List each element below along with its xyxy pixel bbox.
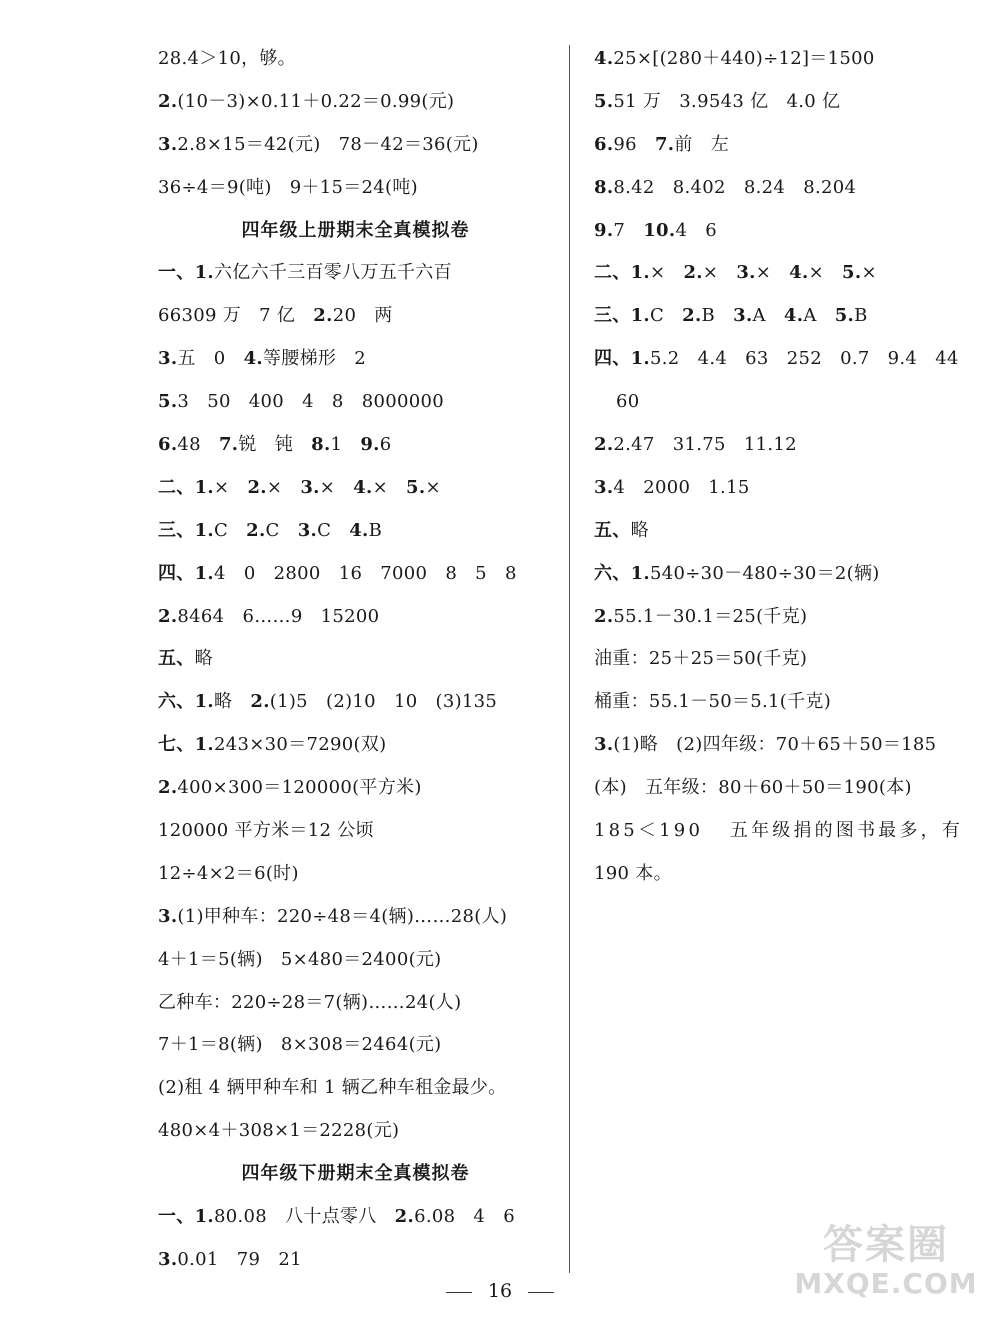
answer-line [158,553,553,596]
answer-line [594,252,989,295]
answer-line [158,510,553,553]
answer-text: 55.1－30.1＝25(千克) [613,605,808,627]
section-heading: 四年级下册期末全真模拟卷 [241,1163,470,1185]
answer-line [158,1024,553,1067]
answer-text: × [755,262,790,284]
question-number: 2. [250,691,270,713]
answer-text: (1)5 (2)10 10 (3)135 [269,691,498,713]
answer-text: A [752,305,784,327]
answer-text: 乙种车：220÷28＝7(辆)……24(人) [158,991,462,1013]
answer-line [158,982,553,1025]
answer-line [158,1110,553,1153]
question-number: 七、1. [158,734,214,756]
question-number: 10. [643,219,676,241]
question-number: 4. [789,262,809,284]
footer-dash-right [528,1292,554,1293]
answer-line [594,596,989,639]
question-number: 9. [360,434,380,456]
answer-line [594,767,989,810]
answer-text: 等腰梯形 2 [263,348,367,370]
watermark-top-text: 答案圈 [823,1222,949,1268]
question-number: 9. [594,219,614,241]
answer-text: 80.08 八十点零八 [214,1206,395,1228]
answer-text: 400×300＝120000(平方米) [177,777,422,799]
question-number: 2. [594,605,614,627]
question-number: 5. [842,262,862,284]
question-number: 3. [736,262,756,284]
answer-text: 4 0 2800 16 7000 8 5 8 [214,562,517,584]
question-number: 2. [683,262,703,284]
answer-line [594,638,989,681]
answer-text: 略 [630,519,649,541]
answer-text: B [368,519,383,541]
answer-text: 5.2 4.4 63 252 0.7 9.4 44 [650,348,959,370]
answer-text: × [266,476,301,498]
answer-text: (1)甲种车：220÷48＝4(辆)……28(人) [177,905,508,927]
question-number: 8. [311,434,331,456]
question-number: 5. [158,391,178,413]
answer-text: 28.4＞10，够。 [158,48,296,69]
answer-line [594,381,989,424]
answer-line [158,939,553,982]
answer-line [158,381,553,424]
answer-text: × [861,262,877,284]
question-number: 二、1. [594,262,650,284]
answer-text: 6 [379,434,392,456]
answer-text: 48 [177,434,219,456]
question-number: 2. [158,90,178,112]
answer-line [594,338,989,381]
answer-line [158,38,553,81]
answer-line [158,596,553,639]
answer-line [158,896,553,939]
answer-text: 96 [613,133,655,155]
answer-text: 六亿六千三百零八万五千六百 [214,262,452,284]
question-number: 4. [353,476,373,498]
question-number: 4. [783,305,804,327]
answer-text: 60 [616,391,640,413]
answer-line [158,338,553,381]
question-number: 5. [594,90,614,112]
answer-text: × [808,262,843,284]
question-number: 6. [158,434,178,456]
answer-text: 2.47 31.75 11.12 [613,434,797,456]
answer-text: 2.8×15＝42(元) 78－42＝36(元) [177,133,479,155]
answer-line [594,553,989,596]
answer-text: 3 50 400 4 8 8000000 [177,391,445,413]
question-number: 一、1. [158,262,214,284]
right-column [594,38,989,896]
footer-dash-left [446,1292,472,1293]
answer-text: 51 万 3.9543 亿 4.0 亿 [613,90,841,112]
answer-text: 6.08 4 6 [414,1206,515,1228]
answer-text: (本) 五年级：80＋60＋50＝190(本) [594,777,912,799]
question-number: 3. [297,519,318,541]
answer-text: 7 [613,219,644,241]
question-number: 5. [406,476,426,498]
question-number: 3. [158,905,178,927]
question-number: 3. [733,305,753,327]
question-number: 二、1. [158,476,214,498]
answer-text: 243×30＝7290(双) [214,734,387,756]
answer-text: × [702,262,737,284]
answer-text: × [372,476,407,498]
question-number: 6. [594,133,614,155]
answer-text: 25×[(280＋440)÷12]＝1500 [613,48,875,69]
answer-text: 五 0 [177,348,244,370]
question-number: 一、1. [158,1206,214,1228]
answer-text: 8.42 8.402 8.24 8.204 [613,176,857,198]
answer-text: 480×4＋308×1＝2228(元) [158,1120,400,1142]
question-number: 4. [594,48,614,69]
answer-line [594,724,989,767]
answer-line [158,124,553,167]
question-number: 3. [594,734,614,756]
answer-line [158,1196,553,1239]
question-number: 5. [834,305,855,327]
page-number: 16 [487,1280,513,1302]
question-number: 2. [394,1206,415,1228]
answer-line [158,252,553,295]
question-number: 六、1. [158,691,214,713]
question-number: 3. [158,133,178,155]
answer-text: B [701,305,734,327]
answer-text: C [650,305,683,327]
question-number: 2. [594,434,614,456]
answer-text: 7＋1＝8(辆) 8×308＝2464(元) [158,1034,442,1056]
question-number: 2. [682,305,702,327]
answer-line [158,724,553,767]
answer-text: 锐 钝 [238,434,312,456]
question-number: 3. [158,348,178,370]
answer-text: 前 左 [674,133,730,155]
question-number: 五、 [594,519,631,541]
answer-text: 20 两 [332,305,393,327]
answer-line [158,638,553,681]
answer-line [594,38,989,81]
question-number: 7. [654,133,675,155]
answer-line [594,124,989,167]
answer-line [158,424,553,467]
question-number: 3. [300,476,320,498]
answer-text: × [214,476,248,498]
question-number: 8. [594,176,614,198]
answer-line [594,81,989,124]
answer-line [594,681,989,724]
answer-line [594,853,989,896]
answer-text: A [803,305,835,327]
question-number: 2. [158,605,178,627]
question-number: 2. [313,305,333,327]
answer-line [594,467,989,510]
answer-line [594,295,989,338]
answer-text: × [319,476,354,498]
section-heading: 四年级上册期末全真模拟卷 [241,219,470,241]
page-footer [0,1276,1000,1306]
answer-text: 36÷4＝9(吨) 9＋15＝24(吨) [158,176,419,198]
answer-text: (10－3)×0.11＋0.22＝0.99(元) [177,90,455,112]
question-number: 四、1. [594,348,650,370]
answer-text: C [214,519,247,541]
answer-text: 1 [330,434,361,456]
question-number: 三、1. [158,519,214,541]
question-number: 7. [218,434,239,456]
answer-line [158,853,553,896]
answer-text: 略 [194,648,213,670]
question-number: 2. [158,777,178,799]
answer-line [594,510,989,553]
answer-text: × [425,476,441,498]
answer-line [158,810,553,853]
answer-line [158,167,553,210]
answer-line [158,1067,553,1110]
answer-text: 4 2000 1.15 [613,476,750,498]
left-column [158,38,553,1282]
answer-text: B [854,305,868,327]
answer-text: 8464 6……9 15200 [177,605,380,627]
answer-line [594,210,989,253]
question-number: 2. [247,476,267,498]
answer-text: 0.01 79 21 [177,1248,302,1270]
answer-line [158,467,553,510]
column-divider [569,45,570,1273]
answer-text: 略 [214,691,251,713]
question-number: 2. [246,519,266,541]
watermark-bottom-text: MXQE.COM [794,1267,978,1300]
question-number: 三、1. [594,305,650,327]
answer-text: 190 本。 [594,862,672,884]
answer-text: 66309 万 7 亿 [158,305,314,327]
answer-text: C [317,519,350,541]
answer-text: 桶重：55.1－50＝5.1(千克) [594,691,832,713]
question-number: 3. [158,1248,178,1270]
question-number: 3. [594,476,614,498]
answer-text: 120000 平方米＝12 公顷 [158,820,374,842]
question-number: 五、 [158,648,195,670]
answer-line [158,81,553,124]
answer-text: 185＜190 五年级捐的图书最多，有 [594,820,964,842]
question-number: 4. [243,348,263,370]
answer-text: 12÷4×2＝6(时) [158,862,299,884]
question-number: 4. [349,519,369,541]
answer-text: × [650,262,684,284]
answer-text: 4 6 [675,219,718,241]
answer-text: 油重：25＋25＝50(千克) [594,648,808,670]
answer-text: C [265,519,298,541]
answer-text: 4＋1＝5(辆) 5×480＝2400(元) [158,948,442,970]
answer-line [158,295,553,338]
question-number: 六、1. [594,562,650,584]
answer-text: (1)略 (2)四年级：70＋65＋50＝185 [613,734,937,756]
answer-line [158,681,553,724]
answer-text: (2)租 4 辆甲种车和 1 辆乙种车租金最少。 [158,1077,507,1099]
answer-line [594,810,989,853]
answer-line [594,167,989,210]
answer-line [594,424,989,467]
answer-line [158,767,553,810]
question-number: 四、1. [158,562,214,584]
answer-text: 540÷30－480÷30＝2(辆) [650,562,880,584]
